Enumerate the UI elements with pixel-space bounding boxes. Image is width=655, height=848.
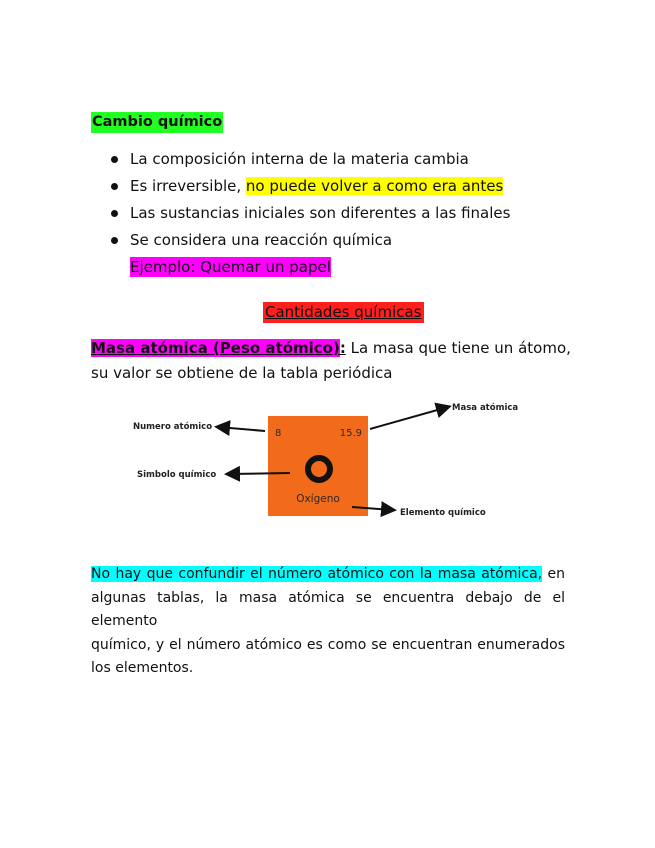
atomic-mass-value: 15.9	[339, 428, 362, 439]
section-title-cantidades-quimicas: Cantidades químicas	[265, 303, 422, 321]
element-name: Oxígeno	[296, 493, 340, 505]
label-atomic-number: Numero atómico	[133, 422, 213, 432]
definition-colon: :	[339, 339, 346, 357]
arrow-to-atomic-mass-label	[370, 407, 448, 429]
note-text: en	[542, 566, 566, 582]
arrows	[0, 395, 655, 535]
bullet-icon	[111, 237, 118, 244]
highlighted-text: No hay que confundir el número atómico con la masa atómica,	[91, 566, 543, 582]
list-item	[108, 173, 588, 200]
arrow-to-atomic-number-label	[218, 427, 265, 431]
atomic-number-value: 8	[275, 428, 282, 439]
bullet-icon	[111, 183, 118, 190]
arrow-to-symbol-label	[228, 473, 290, 474]
label-atomic-mass: Masa atómica	[452, 403, 519, 413]
highlighted-text: no puede volver a como era antes	[245, 177, 504, 195]
note-line: algunas tablas, la masa atómica se encuentra debajo de el elemento	[91, 589, 565, 629]
list-item-text: Las sustancias iniciales son diferentes a las finales	[130, 204, 511, 222]
list-item	[108, 200, 588, 227]
bullet-icon	[111, 210, 118, 217]
note-line	[91, 563, 565, 587]
list-item-text: Es irreversible,	[130, 177, 246, 195]
list-item-text: La composición interna de la materia cambia	[130, 150, 469, 168]
periodic-element-diagram	[0, 395, 655, 535]
bullet-icon	[111, 156, 118, 163]
section-heading-cambio-quimico: Cambio químico	[91, 112, 223, 133]
note-line: los elementos.	[91, 660, 194, 676]
definition-paragraph	[91, 336, 581, 386]
list-item	[108, 227, 588, 281]
note-line: químico, y el número atómico es como se encuentran enumerados	[91, 636, 565, 653]
example-text: Ejemplo: Quemar un papel	[130, 258, 331, 276]
arrow-to-element-label	[352, 507, 393, 510]
list-item	[108, 146, 588, 173]
label-chemical-symbol: Simbolo químico	[137, 470, 217, 480]
note-paragraph	[91, 563, 565, 681]
definition-text: La masa que tiene un átomo, su valor se obtiene de la tabla periódica	[91, 339, 571, 382]
list-item-text: Se considera una reacción química	[130, 231, 393, 249]
bullet-list	[108, 146, 588, 281]
label-chemical-element: Elemento químico	[400, 508, 486, 518]
definition-term: Masa atómica (Peso atómico)	[91, 339, 340, 357]
